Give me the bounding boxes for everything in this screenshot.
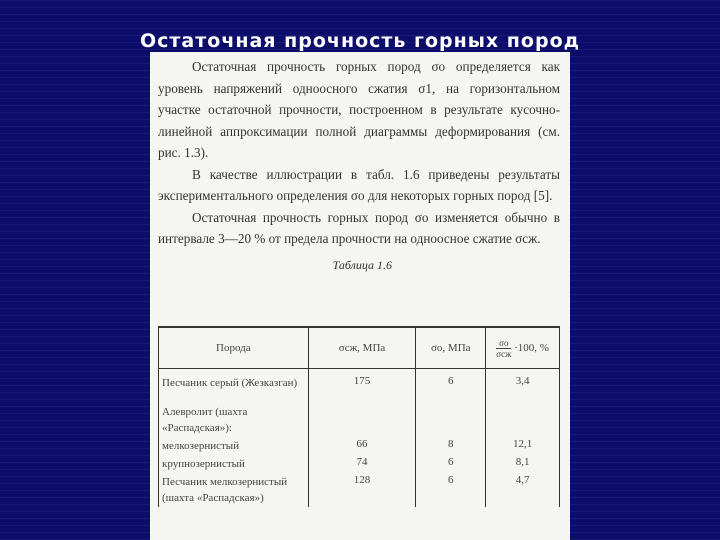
rock-strength-table — [158, 326, 560, 507]
paragraph-3: Остаточная прочность горных пород σо изменяется обычно в интервале 3—20 % от предела прочности на одноосное сжатие σсж. — [158, 209, 560, 246]
table-row — [159, 369, 560, 403]
table-row — [159, 455, 560, 473]
paragraph-2: В качестве иллюстрации в табл. 1.6 приведены результаты экспериментального определения σо для некоторых горных пород [5]. — [158, 166, 560, 203]
rock-name: крупнозернистый — [159, 455, 309, 473]
residual-strength: 6 — [416, 473, 486, 507]
header-ratio — [486, 327, 560, 369]
ratio-fraction — [496, 338, 511, 359]
table-caption: Таблица 1.6 — [332, 257, 392, 272]
rock-name: мелкозернистый — [159, 437, 309, 455]
ratio-suffix: ·100, % — [514, 341, 549, 354]
table-row — [159, 473, 560, 507]
residual-strength: 8 — [416, 437, 486, 455]
ratio-value: 8,1 — [486, 455, 560, 473]
table-header-row — [159, 327, 560, 369]
compressive-strength: 66 — [308, 437, 416, 455]
ratio-denominator: σсж — [496, 348, 512, 359]
residual-strength — [416, 403, 486, 437]
compressive-strength: 175 — [308, 369, 416, 403]
residual-strength: 6 — [416, 369, 486, 403]
header-residual-strength: σо, МПа — [416, 327, 486, 369]
header-rock: Порода — [159, 327, 309, 369]
residual-strength: 6 — [416, 455, 486, 473]
slide-title: Остаточная прочность горных пород — [140, 30, 580, 52]
ratio-numerator: σо — [496, 338, 511, 349]
compressive-strength: 74 — [308, 455, 416, 473]
ratio-value: 3,4 — [486, 369, 560, 403]
ratio-value — [486, 403, 560, 437]
compressive-strength: 128 — [308, 473, 416, 507]
table-row — [159, 437, 560, 455]
table-row — [159, 403, 560, 437]
rock-name: Песчаник мелкозернистый (шахта «Распадская») — [159, 473, 309, 507]
header-compressive-strength: σсж, МПа — [308, 327, 416, 369]
paragraph-1: Остаточная прочность горных пород σо определяется как уровень напряжений одноосного сжатия σ1, на горизонтальном участке остаточной прочности, построенном в результате кусочно-линейной аппроксимации полной диаграммы деформирования (см. рис. 1.3). — [158, 59, 560, 160]
compressive-strength — [308, 403, 416, 437]
rock-name: Алевролит (шахта «Распадская»): — [159, 403, 309, 437]
ratio-value: 4,7 — [486, 473, 560, 507]
scanned-page — [150, 52, 570, 540]
rock-name: Песчаник серый (Жезказган) — [159, 369, 309, 403]
ratio-value: 12,1 — [486, 437, 560, 455]
